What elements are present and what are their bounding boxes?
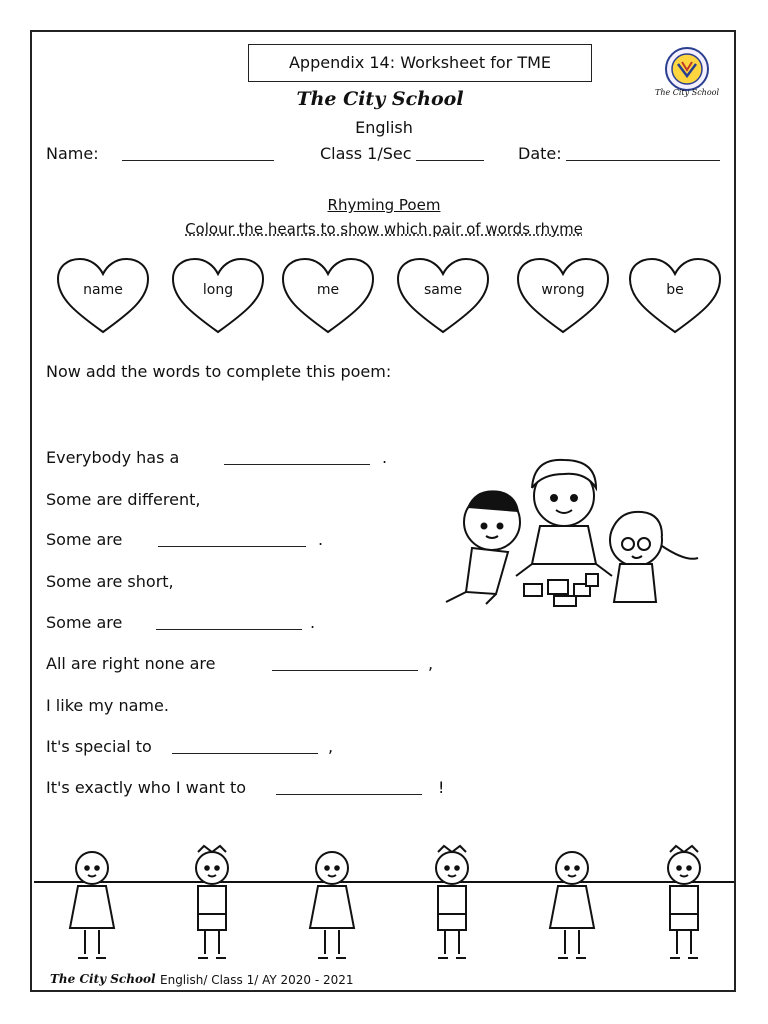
poem-line: Some are	[46, 613, 123, 632]
poem-blank[interactable]	[272, 670, 418, 671]
name-label: Name:	[46, 144, 99, 163]
date-field[interactable]	[566, 160, 720, 161]
poem-line: Some are different,	[46, 490, 201, 509]
poem-line: Some are short,	[46, 572, 174, 591]
school-name: The City School	[296, 88, 464, 110]
poem-punctuation: !	[438, 778, 445, 797]
heart-name[interactable]	[55, 256, 151, 336]
heart-wrong[interactable]	[515, 256, 611, 336]
poem-blank[interactable]	[224, 464, 370, 465]
poem-punctuation: .	[382, 448, 388, 467]
activity-instruction: Colour the hearts to show which pair of words rhyme	[185, 220, 583, 238]
appendix-title: Appendix 14: Worksheet for TME	[248, 44, 592, 82]
subject-title: English	[355, 118, 413, 137]
footer-text: English/ Class 1/ AY 2020 - 2021	[160, 973, 354, 987]
heart-be[interactable]	[627, 256, 723, 336]
name-field[interactable]	[122, 160, 274, 161]
heart-word: be	[666, 282, 684, 298]
poem-punctuation: ,	[428, 654, 434, 673]
poem-line: Some are	[46, 530, 123, 549]
children-playing-illustration	[436, 452, 704, 614]
children-holding-hands-border	[34, 842, 734, 966]
heart-same[interactable]	[395, 256, 491, 336]
poem-blank[interactable]	[172, 753, 318, 754]
heart-word: name	[83, 282, 123, 298]
class-field[interactable]	[416, 160, 484, 161]
date-label: Date:	[518, 144, 562, 163]
poem-line: Everybody has a	[46, 448, 180, 467]
activity-title: Rhyming Poem	[327, 196, 441, 214]
heart-me[interactable]	[280, 256, 376, 336]
heart-word: me	[316, 282, 340, 298]
footer-school-name: The City School	[50, 972, 156, 986]
heart-word: same	[423, 282, 463, 298]
poem-line: It's special to	[46, 737, 152, 756]
heart-long[interactable]	[170, 256, 266, 336]
poem-line: It's exactly who I want to	[46, 778, 247, 797]
logo-caption: The City School	[654, 88, 720, 97]
poem-blank[interactable]	[276, 794, 422, 795]
heart-word: long	[202, 282, 234, 298]
class-label: Class 1/Sec	[320, 144, 412, 163]
poem-blank[interactable]	[156, 629, 302, 630]
heart-word: wrong	[541, 282, 585, 298]
poem-punctuation: ,	[328, 737, 334, 756]
poem-blank[interactable]	[158, 546, 306, 547]
poem-line: All are right none are	[46, 654, 216, 673]
poem-punctuation: .	[310, 613, 316, 632]
poem-punctuation: .	[318, 530, 324, 549]
poem-line: I like my name.	[46, 696, 169, 715]
poem-instruction: Now add the words to complete this poem:	[46, 362, 392, 381]
